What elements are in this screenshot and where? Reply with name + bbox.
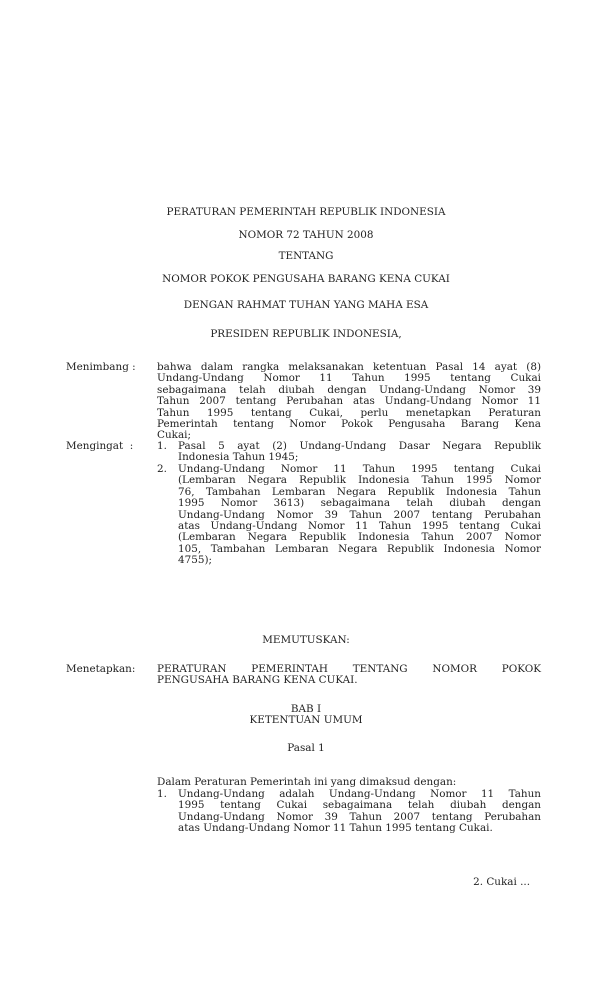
- mengingat-item: [157, 441, 541, 464]
- about-label: TENTANG: [278, 250, 334, 262]
- memutuskan-heading: MEMUTUSKAN:: [262, 634, 350, 646]
- text-line: bahwa dalam rangka melaksanakan ketentuan Pasal 14 ayat (8): [157, 361, 541, 373]
- text-line: atas Undang-Undang Nomor 11 Tahun 1995 tentang Cukai: [178, 519, 541, 532]
- text-line: Undang-Undang adalah Undang-Undang Nomor 11 Tahun: [178, 788, 541, 800]
- text-line: Undang-Undang Nomor 39 Tahun 2007 tentang Perubahan: [178, 810, 541, 823]
- menetapkan-text: [157, 664, 541, 687]
- blessing: DENGAN RAHMAT TUHAN YANG MAHA ESA: [183, 299, 429, 311]
- text-line: 76, Tambahan Lembaran Negara Republik Indonesia Tahun: [178, 485, 541, 498]
- text-line: 105, Tambahan Lembaran Negara Republik Indonesia Nomor: [178, 542, 541, 555]
- text-line: PENGUSAHA BARANG KENA CUKAI.: [157, 674, 358, 687]
- text-line: (Lembaran Negara Republik Indonesia Tahun 1995 Nomor: [178, 474, 541, 487]
- article-heading: Pasal 1: [287, 742, 325, 754]
- article-intro: Dalam Peraturan Pemerintah ini yang dimaksud dengan:: [157, 776, 457, 788]
- document-number: NOMOR 72 TAHUN 2008: [238, 229, 374, 241]
- text-line: sebagaimana telah diubah dengan Undang-Undang Nomor 39: [157, 383, 541, 396]
- text-line: Indonesia Tahun 1945;: [178, 451, 299, 464]
- text-line: PERATURAN PEMERINTAH TENTANG NOMOR POKOK: [157, 663, 541, 675]
- text-line: Tahun 2007 tentang Perubahan atas Undang-Undang Nomor 11: [157, 395, 541, 408]
- text-line: 1995 Nomor 3613) sebagaimana telah diubah dengan: [178, 497, 541, 510]
- text-line: Undang-Undang Nomor 11 Tahun 1995 tentang Cukai: [178, 463, 541, 475]
- mengingat-item: [157, 464, 541, 567]
- page-continuation: 2. Cukai ...: [473, 876, 530, 888]
- item-text: [178, 464, 541, 567]
- text-line: Pemerintah tentang Nomor Pokok Pengusaha Barang Kena: [157, 417, 541, 430]
- text-line: Undang-Undang Nomor 11 Tahun 1995 tentang Cukai: [157, 372, 541, 385]
- item-number: 1.: [157, 788, 167, 800]
- item-text: [178, 789, 541, 835]
- chapter-number: BAB I: [290, 703, 322, 715]
- text-line: Tahun 1995 tentang Cukai, perlu menetapkan Peraturan: [157, 406, 541, 419]
- definition-item: [157, 789, 541, 835]
- text-line: Pasal 5 ayat (2) Undang-Undang Dasar Negara Republik: [178, 440, 541, 452]
- text-line: (Lembaran Negara Republik Indonesia Tahun 2007 Nomor: [178, 531, 541, 544]
- item-number: 1.: [157, 440, 167, 452]
- menetapkan-label: Menetapkan:: [66, 663, 136, 675]
- menimbang-label: Menimbang :: [66, 361, 136, 373]
- text-line: atas Undang-Undang Nomor 11 Tahun 1995 tentang Cukai.: [178, 822, 493, 835]
- menimbang-text: [157, 362, 541, 442]
- item-number: 2.: [157, 463, 167, 475]
- president-heading: PRESIDEN REPUBLIK INDONESIA,: [210, 328, 402, 340]
- document-title: PERATURAN PEMERINTAH REPUBLIK INDONESIA: [166, 206, 446, 218]
- text-line: Cukai;: [157, 429, 191, 442]
- chapter-title: KETENTUAN UMUM: [249, 714, 363, 726]
- document-subject: NOMOR POKOK PENGUSAHA BARANG KENA CUKAI: [162, 273, 450, 285]
- text-line: Undang-Undang Nomor 39 Tahun 2007 tentang Perubahan: [178, 508, 541, 521]
- text-line: 1995 tentang Cukai sebagaimana telah diubah dengan: [178, 799, 541, 812]
- item-text: [178, 441, 541, 464]
- mengingat-label: Mengingat :: [66, 440, 134, 452]
- text-line: 4755);: [178, 554, 212, 567]
